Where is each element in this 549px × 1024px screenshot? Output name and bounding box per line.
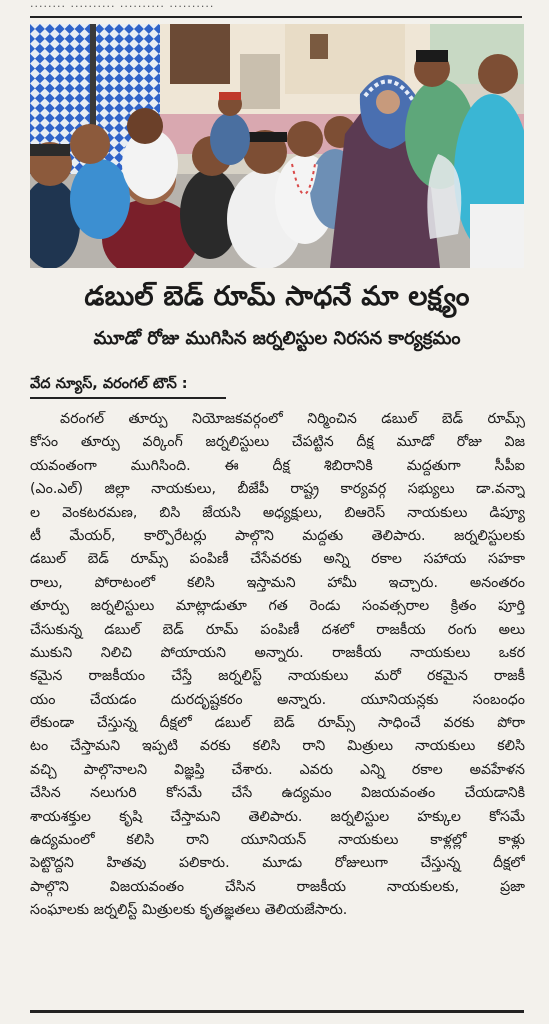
top-divider [30, 16, 522, 18]
body-line: శాయశక్తుల కృషి చేస్తామని తెలిపారు. జర్నలిస్టుల హక్కుల కోసమే [30, 808, 525, 825]
body-line: సంఘాలకు జర్నలిస్ట్ మిత్రులకు కృతజ్ఞతలు తెలియజేసారు. [30, 902, 348, 919]
body-line: ముకుని నిలిచి పోయాయని అన్నారు. రాజకీయ నాయకులు ఒకర [30, 644, 525, 661]
body-line: వచ్చి పాల్గొనాలని విజ్ఞప్తి చేశారు. ఎవరు ఎన్ని రకాల అవహేళన [30, 761, 525, 778]
article-byline: వేద న్యూస్, వరంగల్ టౌన్ : [30, 376, 188, 392]
article-headline: డబుల్ బెడ్ రూమ్ సాధనే మా లక్ష్యం [84, 281, 470, 312]
byline-underline [30, 397, 226, 399]
photo-illustration [30, 24, 524, 268]
previous-article-strip: ........ .......... .......... .......... [30, 0, 215, 10]
body-line: చేసుకున్న డబుల్ బెడ్ రూమ్ పంపిణీ దశలో రాజకీయ రంగు అలు [30, 621, 525, 638]
body-line: తూర్పు జర్నలిస్టులు మాట్లాడుతూ గత రెండు సంవత్సరాల క్రితం పూర్తి [30, 598, 525, 615]
body-line: లేకుండా చేస్తున్న దీక్షలో డబుల్ బెడ్ రూమ్స్ సాధించే వరకు పోరా [30, 715, 525, 732]
body-line: చేసిన నలుగురి కోసమే చేసే ఉద్యమం విజయవంతం చేయడానికి [30, 785, 525, 802]
body-line: వరంగల్ తూర్పు నియోజకవర్గంలో నిర్మించిన డబుల్ బెడ్ రూమ్స్ [60, 411, 525, 427]
body-line: యవంతంగా ముగిసింది. ఈ దీక్ష శిబిరానికి మద్దతుగా సీపీఐ [30, 457, 525, 474]
bottom-divider [30, 1010, 524, 1013]
article-subheadline: మూడో రోజు ముగిసిన జర్నలిస్టుల నిరసన కార్యక్రమం [93, 328, 461, 349]
body-line: యం చేయడం దురదృష్టకరం అన్నారు. యూనియన్లకు సంబంధం [30, 691, 525, 708]
body-line: ల వెంకటరమణ, బిసి జేయసి అధ్యక్షులు, బిఆరెస్ నాయకులు డిప్యూ [30, 504, 525, 521]
body-line: టం చేస్తామని ఇప్పటి వరకు కలిసి రాని మిత్రులు నాయకులు కలిసి [30, 738, 525, 755]
body-line: టీ మేయర్, కార్పొరేటర్లు పాల్గొని మద్దతు తెలిపారు. జర్నలిస్టులకు [30, 527, 525, 544]
body-line: కమైన రాజకీయం చేస్తే జర్నలిస్ట్ నాయకులు మరో రకమైన రాజకీ [30, 668, 525, 685]
body-line: పెట్టొద్దని హితవు పలికారు. మూడు రోజులుగా చేస్తున్న దీక్షలో [30, 855, 525, 872]
body-line: (ఎం.ఎల్) జిల్లా నాయకులు, బీజేపీ రాష్ట్ర కార్యవర్గ సభ్యులు డా.వన్నా [30, 481, 525, 498]
body-line: పాల్గొని విజయవంతం చేసిన రాజకీయ నాయకులకు, ప్రజా [30, 878, 525, 895]
body-line: రాలు, పోరాటంలో కలిసి ఇస్తామని హామీ ఇచ్చారు. అనంతరం [30, 574, 525, 591]
body-line: కోసం తూర్పు వర్కింగ్ జర్నలిస్టులు చేపట్టిన దీక్ష మూడో రోజు విజ [30, 434, 525, 451]
body-line: డబుల్ బెడ్ రూమ్స్ పంపిణీ చేసేవరకు అన్ని రకాల సహాయ సహకా [30, 551, 525, 568]
article-body [30, 408, 525, 923]
body-line: ఉద్యమంలో కలిసి రాని యూనియన్ నాయకులు కాళ్లల్లో కాళ్లు [30, 832, 525, 849]
news-photo [30, 24, 524, 268]
